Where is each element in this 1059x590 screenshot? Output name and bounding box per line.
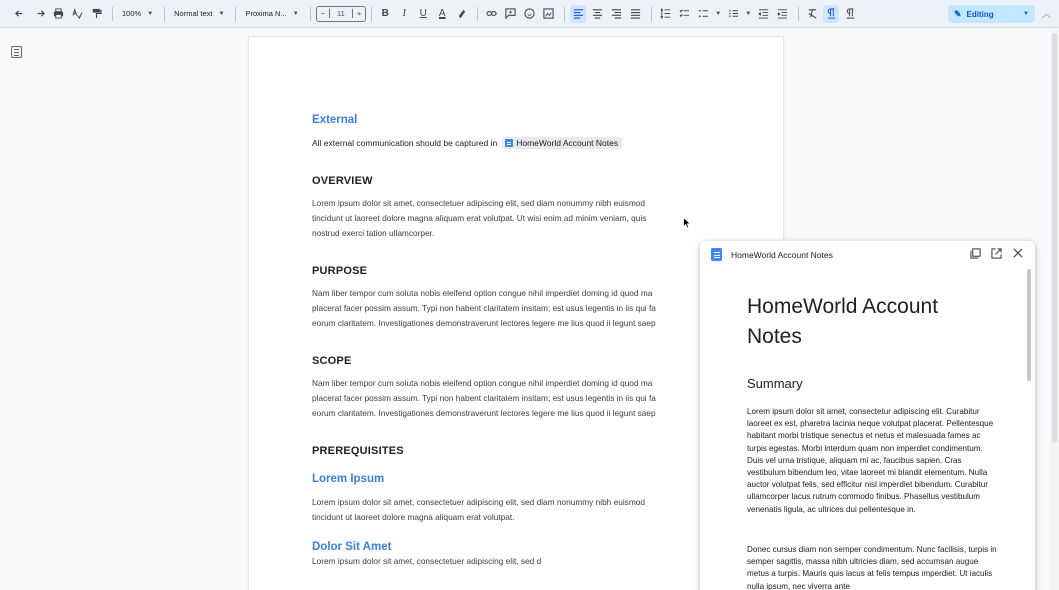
chevron-up-icon[interactable]: ︿ bbox=[1042, 9, 1052, 19]
editing-mode-label: Editing bbox=[966, 9, 994, 19]
bold-button[interactable]: B bbox=[381, 8, 389, 19]
mouse-pointer-icon bbox=[683, 217, 691, 229]
decrease-indent-icon[interactable] bbox=[755, 5, 771, 23]
divider bbox=[371, 7, 372, 21]
rtl-icon[interactable] bbox=[842, 5, 858, 23]
image-icon[interactable] bbox=[540, 5, 556, 23]
text-line: tincidunt ut laoreet dolore magna aliquam erat volutpat. bbox=[312, 512, 515, 522]
italic-button[interactable]: I bbox=[402, 8, 406, 19]
dolor-paragraph: Lorem ipsum dolor sit amet, consectetuer adipiscing elit, sed d bbox=[312, 556, 542, 566]
checklist-icon[interactable] bbox=[676, 5, 692, 23]
undo-icon[interactable] bbox=[12, 5, 28, 23]
clear-formatting-icon[interactable] bbox=[804, 5, 820, 23]
preview-header bbox=[700, 241, 1035, 268]
divider bbox=[310, 7, 311, 21]
heading-overview: OVERVIEW bbox=[312, 175, 373, 187]
text-line: eorum claritatem. Investigationes demonstraverunt lectores legere me lius quod ii legunt saep bbox=[312, 408, 656, 418]
text-line: Nam liber tempor cum soluta nobis eleifend option congue nihil imperdiet doming id quod ma bbox=[312, 288, 653, 298]
close-icon[interactable] bbox=[1012, 247, 1023, 259]
smart-chip-label: HomeWorld Account Notes bbox=[516, 138, 619, 148]
divider bbox=[651, 7, 652, 21]
overview-paragraph bbox=[312, 196, 646, 241]
text-color-button[interactable]: A bbox=[438, 8, 446, 19]
print-icon[interactable] bbox=[50, 5, 66, 23]
scope-paragraph bbox=[312, 376, 656, 421]
preview-paragraph: Lorem ipsum dolor sit amet, consectetur adipiscing elit. Curabitur laoreet ex est, pharetra lacinia neque volutpat placerat. Pellentesque habitant morbi tristique senectus et netus et malesuada fames ac turpis egestas. Morbi interdum quam non imperdiet condimentum. Duis vel urna tristique, aliquam mi ac, faucibus sapien. Cras vestibulum bibendum leo, vitae laoreet mi blandit elementum. Nulla auctor volutpat felis, sed efficitur nisl imperdiet bibendum. Curabitur ullamcorper lacus rutrum commodo finibus. Phasellus vestibulum venenatis ligula, ac ultrices dui pellentesque in. bbox=[747, 407, 994, 514]
preview-document-title: HomeWorld Account Notes bbox=[747, 295, 939, 348]
divider bbox=[164, 7, 165, 21]
increase-font-size-button[interactable]: + bbox=[356, 9, 362, 18]
line-spacing-icon[interactable] bbox=[657, 5, 673, 23]
google-doc-icon bbox=[711, 248, 722, 261]
copy-link-icon[interactable] bbox=[970, 247, 981, 259]
text-line: Lorem ipsum dolor sit amet, consectetuer adipiscing elit, sed diam nonummy nibh euismod bbox=[312, 497, 645, 507]
chevron-down-icon[interactable]: ▼ bbox=[745, 10, 752, 17]
font-size-input[interactable]: 11 bbox=[329, 9, 353, 18]
smart-chip[interactable] bbox=[502, 137, 622, 149]
text-line: Lorem ipsum dolor sit amet, consectetuer adipiscing elit, sed diam nonummy nibh euismod bbox=[312, 198, 645, 208]
text-line: placerat facer possim assum. Typi non habent claritatem insitam; est usus legentis in iis qui fa bbox=[312, 303, 656, 313]
font-select[interactable] bbox=[241, 5, 302, 23]
chevron-down-icon[interactable]: ▼ bbox=[715, 10, 722, 17]
text-line: eorum claritatem. Investigationes demonstraverunt lectores legere me lius quod ii legunt saep bbox=[312, 318, 656, 328]
emoji-icon[interactable] bbox=[521, 5, 537, 23]
linked-doc-preview-card bbox=[700, 241, 1035, 590]
font-value: Proxima N... bbox=[245, 9, 287, 18]
divider bbox=[564, 7, 565, 21]
heading-lorem-ipsum: Lorem Ipsum bbox=[312, 473, 385, 485]
intro-line bbox=[312, 137, 622, 149]
chevron-down-icon: ▼ bbox=[147, 10, 154, 17]
ltr-icon[interactable] bbox=[823, 5, 839, 23]
increase-indent-icon[interactable] bbox=[774, 5, 790, 23]
divider bbox=[798, 7, 799, 21]
paint-format-icon[interactable] bbox=[88, 5, 104, 23]
text-line: tincidunt ut laoreet dolore magna aliquam erat volutpat. Ut wisi enim ad minim veniam, quis bbox=[312, 213, 647, 223]
heading-external: External bbox=[312, 114, 358, 126]
divider bbox=[477, 7, 478, 21]
align-center-icon[interactable] bbox=[589, 5, 605, 23]
document-outline-icon[interactable] bbox=[11, 46, 22, 58]
heading-scope: SCOPE bbox=[312, 355, 352, 367]
preview-header-title: HomeWorld Account Notes bbox=[731, 249, 833, 260]
align-justify-icon[interactable] bbox=[627, 5, 643, 23]
preview-summary-heading: Summary bbox=[747, 376, 803, 391]
zoom-value: 100% bbox=[122, 9, 142, 18]
heading-dolor-sit-amet: Dolor Sit Amet bbox=[312, 541, 392, 553]
text-line: Nam liber tempor cum soluta nobis eleifend option congue nihil imperdiet doming id quod ma bbox=[312, 378, 653, 388]
bulleted-list-icon[interactable] bbox=[695, 5, 711, 23]
divider bbox=[112, 7, 113, 21]
intro-text: All external communication should be captured in bbox=[312, 138, 498, 148]
page-scrollbar[interactable] bbox=[1052, 33, 1057, 443]
text-line: nostrud exerci tation ullamcorper. bbox=[312, 228, 435, 238]
open-in-new-tab-icon[interactable] bbox=[991, 247, 1002, 259]
link-icon[interactable] bbox=[483, 5, 499, 23]
chevron-down-icon: ▼ bbox=[218, 10, 225, 17]
preview-actions bbox=[970, 247, 1023, 259]
chevron-down-icon: ▼ bbox=[1023, 11, 1029, 17]
align-right-icon[interactable] bbox=[608, 5, 624, 23]
align-left-icon[interactable] bbox=[570, 5, 586, 23]
redo-icon[interactable] bbox=[31, 5, 47, 23]
highlight-icon[interactable] bbox=[453, 5, 469, 23]
editing-mode-button[interactable] bbox=[948, 5, 1035, 23]
numbered-list-icon[interactable] bbox=[725, 5, 741, 23]
chevron-down-icon: ▼ bbox=[292, 10, 299, 17]
style-value: Normal text bbox=[174, 9, 213, 18]
google-doc-icon bbox=[505, 139, 513, 147]
font-size-stepper bbox=[316, 6, 367, 22]
pencil-icon: ✎ bbox=[954, 8, 962, 19]
underline-button[interactable]: U bbox=[419, 8, 427, 19]
style-select[interactable] bbox=[170, 5, 228, 23]
purpose-paragraph bbox=[312, 286, 656, 331]
decrease-font-size-button[interactable]: − bbox=[320, 9, 326, 18]
divider bbox=[235, 7, 236, 21]
comment-icon[interactable] bbox=[502, 5, 518, 23]
lorem-paragraph bbox=[312, 495, 645, 525]
preview-scrollbar[interactable] bbox=[1027, 269, 1031, 381]
heading-purpose: PURPOSE bbox=[312, 265, 368, 277]
heading-prerequisites: PREREQUISITES bbox=[312, 445, 404, 457]
spellcheck-icon[interactable] bbox=[69, 5, 85, 23]
toolbar bbox=[0, 0, 1059, 28]
preview-paragraph: Donec cursus diam non semper condimentum. Nunc facilisis, turpis in semper sagittis, massa nibh ultricies diam, sed accumsan augue metus a turpis. Mauris quis lacus at felis tempus imperdiet. Ut iaculis nulla ipsum, nec viverra ante bbox=[747, 545, 997, 590]
text-line: placerat facer possim assum. Typi non habent claritatem insitam; est usus legentis in iis qui fa bbox=[312, 393, 656, 403]
zoom-select[interactable] bbox=[118, 5, 157, 23]
